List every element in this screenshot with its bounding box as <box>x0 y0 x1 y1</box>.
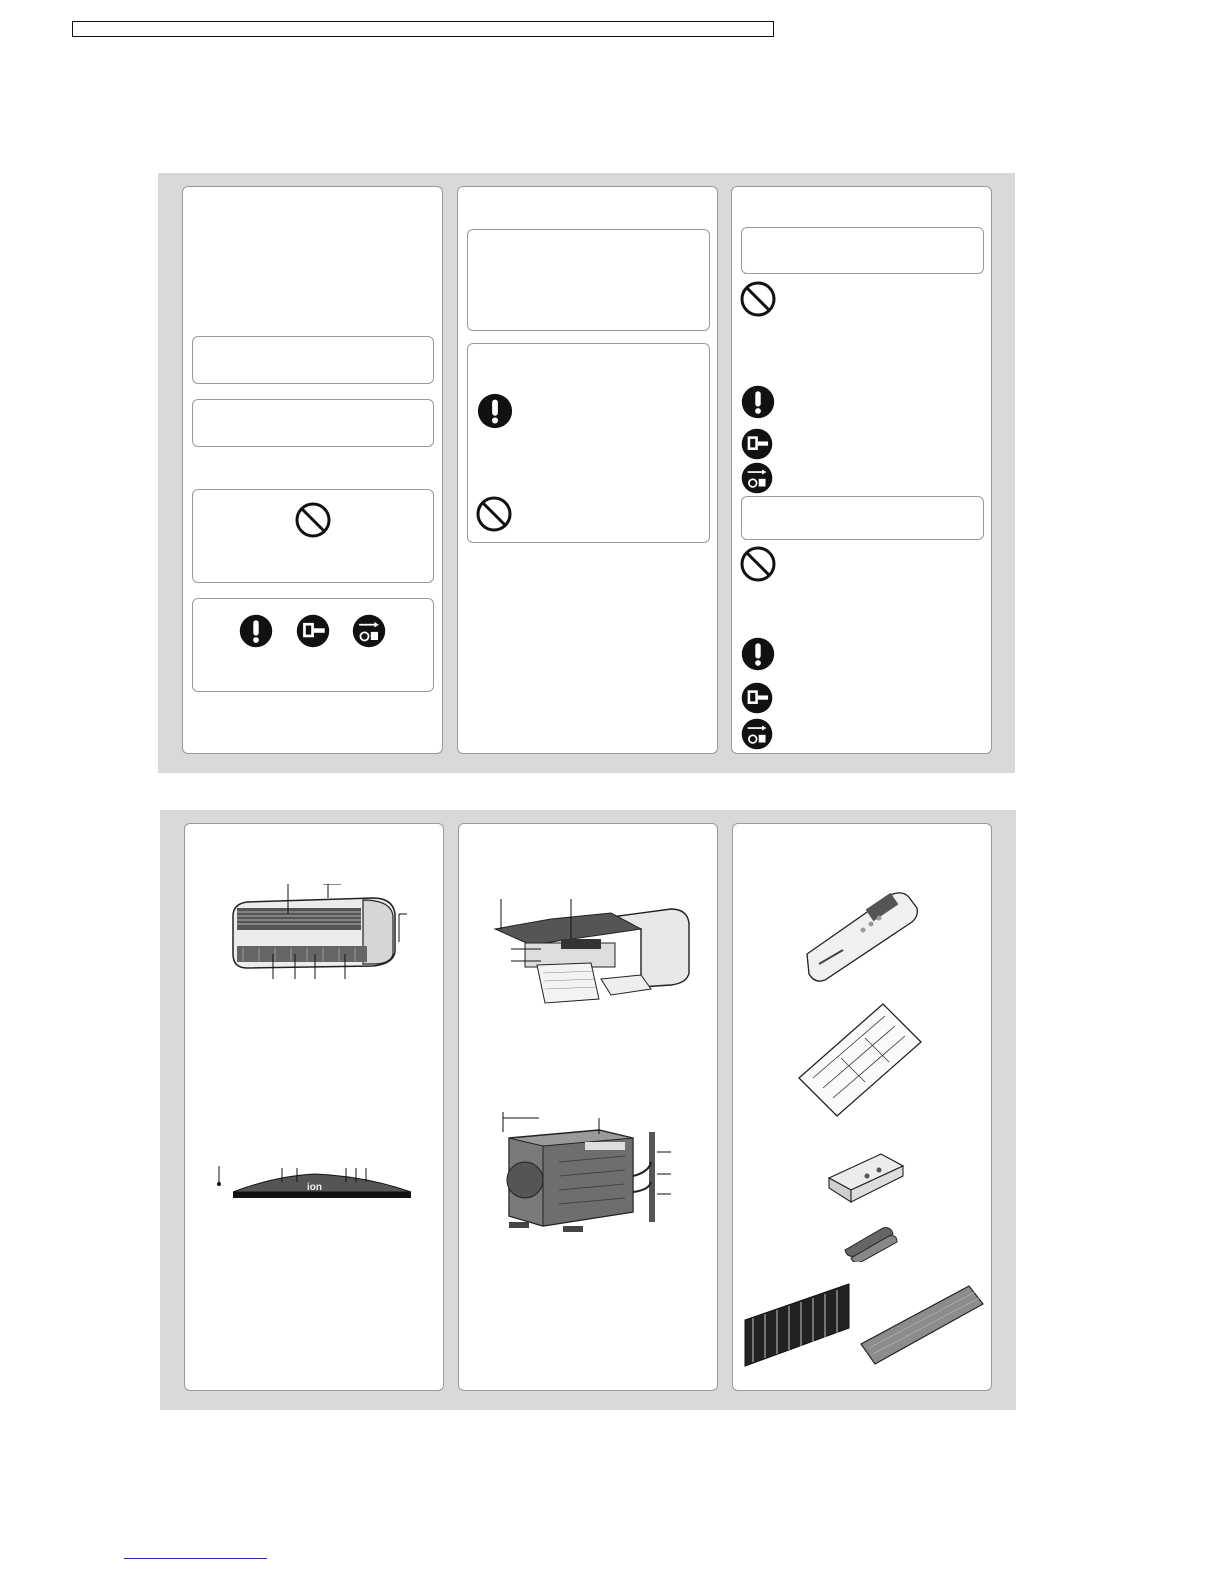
mandatory-legend-box <box>192 598 434 692</box>
prohibited-circle-icon <box>474 494 514 534</box>
aaa-batteries-drawing <box>841 1222 899 1262</box>
power-plug-icon <box>740 681 774 715</box>
exclamation-icon <box>740 636 776 672</box>
notice-box-1 <box>192 336 434 384</box>
indoor-unit-open-panel-drawing <box>491 899 701 1009</box>
header-title-box <box>72 21 774 37</box>
notice-box-2 <box>192 399 434 447</box>
earth-ground-icon <box>740 461 774 495</box>
earth-ground-icon <box>740 717 774 751</box>
prohibited-circle-icon <box>293 500 333 540</box>
prohibited-circle-icon <box>738 544 778 584</box>
exclamation-icon <box>476 392 514 430</box>
power-plug-icon <box>295 613 331 649</box>
warning-items-box <box>467 343 710 543</box>
part-names-sheet <box>160 810 1016 1410</box>
filter-outdoor-column <box>458 823 718 1391</box>
safety-precautions-sheet <box>158 173 1015 773</box>
safety-column-2 <box>457 186 718 754</box>
remote-control-drawing <box>803 890 923 982</box>
prohibited-circle-icon <box>738 279 778 319</box>
air-filter-drawing <box>795 1000 925 1120</box>
exclamation-icon <box>238 613 274 649</box>
accessories-column <box>732 823 992 1391</box>
safety-column-3 <box>731 186 992 754</box>
caution-title-box <box>741 496 984 540</box>
indoor-unit-drawing <box>223 884 413 984</box>
svg-text:ion: ion <box>307 1182 322 1193</box>
indoor-display-panel-drawing <box>215 1154 415 1204</box>
warning-header-box <box>467 229 710 331</box>
earth-ground-icon <box>351 613 387 649</box>
footer-hyperlink[interactable] <box>124 1558 267 1559</box>
outdoor-unit-drawing <box>499 1112 679 1236</box>
deodorizing-filter-drawing <box>741 1280 853 1372</box>
ion-filter-drawing <box>857 1282 987 1368</box>
warning-title-box <box>741 227 984 274</box>
prohibited-legend-box <box>192 489 434 583</box>
remote-holder-drawing <box>825 1144 915 1208</box>
safety-column-1 <box>182 186 443 754</box>
indoor-unit-column <box>184 823 444 1391</box>
power-plug-icon <box>740 427 774 461</box>
exclamation-icon <box>740 384 776 420</box>
